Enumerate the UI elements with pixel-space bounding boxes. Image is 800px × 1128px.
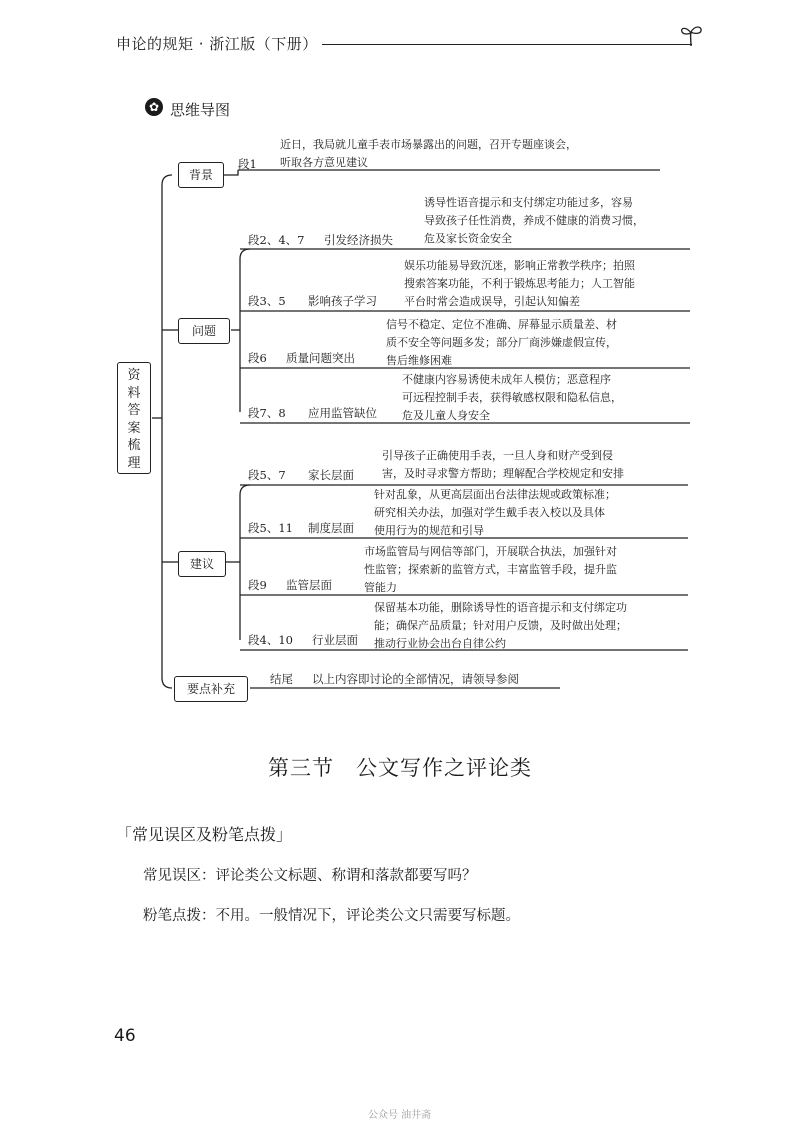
mindmap-title: 思维导图: [170, 101, 231, 119]
note-line: 能；确保产品质量；针对用户反馈，及时做出处理；: [374, 619, 627, 632]
root-char: 答: [127, 403, 141, 418]
note-line: 使用行为的规范和引导: [374, 524, 484, 537]
problem-2-para: 段3、5: [248, 294, 286, 308]
supplement-para: 结尾: [270, 672, 293, 686]
node-supplement: 要点补充: [174, 676, 248, 702]
note-line: 性监管；探索新的监管方式，丰富监管手段，提升监: [364, 563, 617, 576]
problem-1-para: 段2、4、7: [248, 233, 305, 247]
note-line: 危及儿童人身安全: [402, 409, 490, 422]
note-line: 信号不稳定、定位不准确、屏幕显示质量差、材: [386, 318, 617, 331]
suggestion-1-topic: 家长层面: [308, 468, 354, 482]
note-line: 针对乱象，从更高层面出台法律法规或政策标准；: [374, 488, 616, 501]
root-char: 理: [127, 455, 141, 471]
note-line: 可远程控制手表，获得敏感权限和隐私信息，: [402, 391, 622, 404]
supplement-text: 以上内容即讨论的全部情况，请领导参阅: [312, 672, 519, 686]
note-line: 售后维修困难: [386, 354, 452, 367]
note-line: 引导孩子正确使用手表，一旦人身和财产受到侵: [382, 449, 613, 462]
problem-3-note: [386, 316, 617, 370]
section-title: 第三节 公文写作之评论类: [268, 756, 532, 780]
note-line: 危及家长资金安全: [424, 232, 512, 245]
problem-2-note: [404, 257, 635, 311]
node-suggestion: 建议: [178, 551, 226, 577]
problem-3-topic: 质量问题突出: [286, 351, 355, 365]
misconception-line: 常见误区：评论类公文标题、称谓和落款都要写吗？: [143, 868, 477, 884]
section-subtitle: 「常见误区及粉笔点拨」: [116, 825, 293, 844]
background-para: 段1: [238, 157, 257, 171]
note-line: 诱导性语音提示和支付绑定功能过多，容易: [424, 196, 633, 209]
problem-1-topic: 引发经济损失: [324, 233, 393, 247]
root-char: 资: [127, 368, 141, 383]
note-line: 市场监管局与网信等部门，开展联合执法，加强针对: [364, 545, 617, 558]
note-line: 研究相关办法，加强对学生戴手表入校以及具体: [374, 506, 605, 519]
root-char: 案: [127, 420, 141, 436]
node-problem: 问题: [178, 318, 230, 344]
suggestion-3-para: 段9: [248, 578, 267, 592]
footer-watermark: 公众号 油井斋: [368, 1110, 432, 1121]
note-line: 搜索答案功能，不利于锻炼思考能力；人工智能: [404, 277, 635, 290]
note-line: 导致孩子任性消费，养成不健康的消费习惯，: [424, 214, 644, 227]
suggestion-4-note: [374, 599, 627, 653]
note-line: 不健康内容易诱使未成年人模仿；恶意程序: [402, 373, 611, 386]
suggestion-2-topic: 制度层面: [308, 521, 354, 535]
suggestion-4-para: 段4、10: [248, 633, 293, 647]
problem-1-note: [424, 194, 644, 248]
suggestion-3-note: [364, 543, 617, 597]
page-number: 46: [114, 1026, 136, 1046]
node-background: 背景: [178, 162, 224, 188]
note-line: 娱乐功能易导致沉迷，影响正常教学秩序；拍照: [404, 259, 635, 272]
suggestion-2-para: 段5、11: [248, 521, 293, 535]
root-char: 料: [127, 385, 141, 401]
suggestion-1-note: [382, 447, 624, 483]
note-line: 管能力: [364, 581, 397, 594]
note-line: 推动行业协会出台自律公约: [374, 637, 506, 650]
note-line: 害，及时寻求警方帮助；理解配合学校规定和安排: [382, 467, 624, 480]
problem-4-note: [402, 371, 622, 425]
mindmap-bullet-icon: ✿: [145, 98, 163, 116]
mindmap-root-node: [117, 362, 151, 474]
suggestion-4-topic: 行业层面: [312, 633, 358, 647]
suggestion-1-para: 段5、7: [248, 468, 286, 482]
note-line: 平台时常会造成误导，引起认知偏差: [404, 295, 580, 308]
problem-3-para: 段6: [248, 351, 267, 365]
note-line: 保留基本功能，删除诱导性的语音提示和支付绑定功: [374, 601, 627, 614]
guidance-line: 粉笔点拨：不用。一般情况下，评论类公文只需要写标题。: [143, 908, 520, 924]
root-char: 梳: [127, 438, 141, 453]
background-note: [280, 136, 577, 172]
problem-4-topic: 应用监管缺位: [308, 406, 377, 420]
note-line: 听取各方意见建议: [280, 156, 368, 169]
problem-2-topic: 影响孩子学习: [308, 294, 377, 308]
book-header-title: 申论的规矩 · 浙江版（下册）: [116, 35, 318, 53]
suggestion-2-note: [374, 486, 616, 540]
problem-4-para: 段7、8: [248, 406, 286, 420]
suggestion-3-topic: 监管层面: [286, 578, 332, 592]
note-line: 近日，我局就儿童手表市场暴露出的问题，召开专题座谈会，: [280, 138, 577, 151]
note-line: 质不安全等问题多发；部分厂商涉嫌虚假宣传，: [386, 336, 617, 349]
